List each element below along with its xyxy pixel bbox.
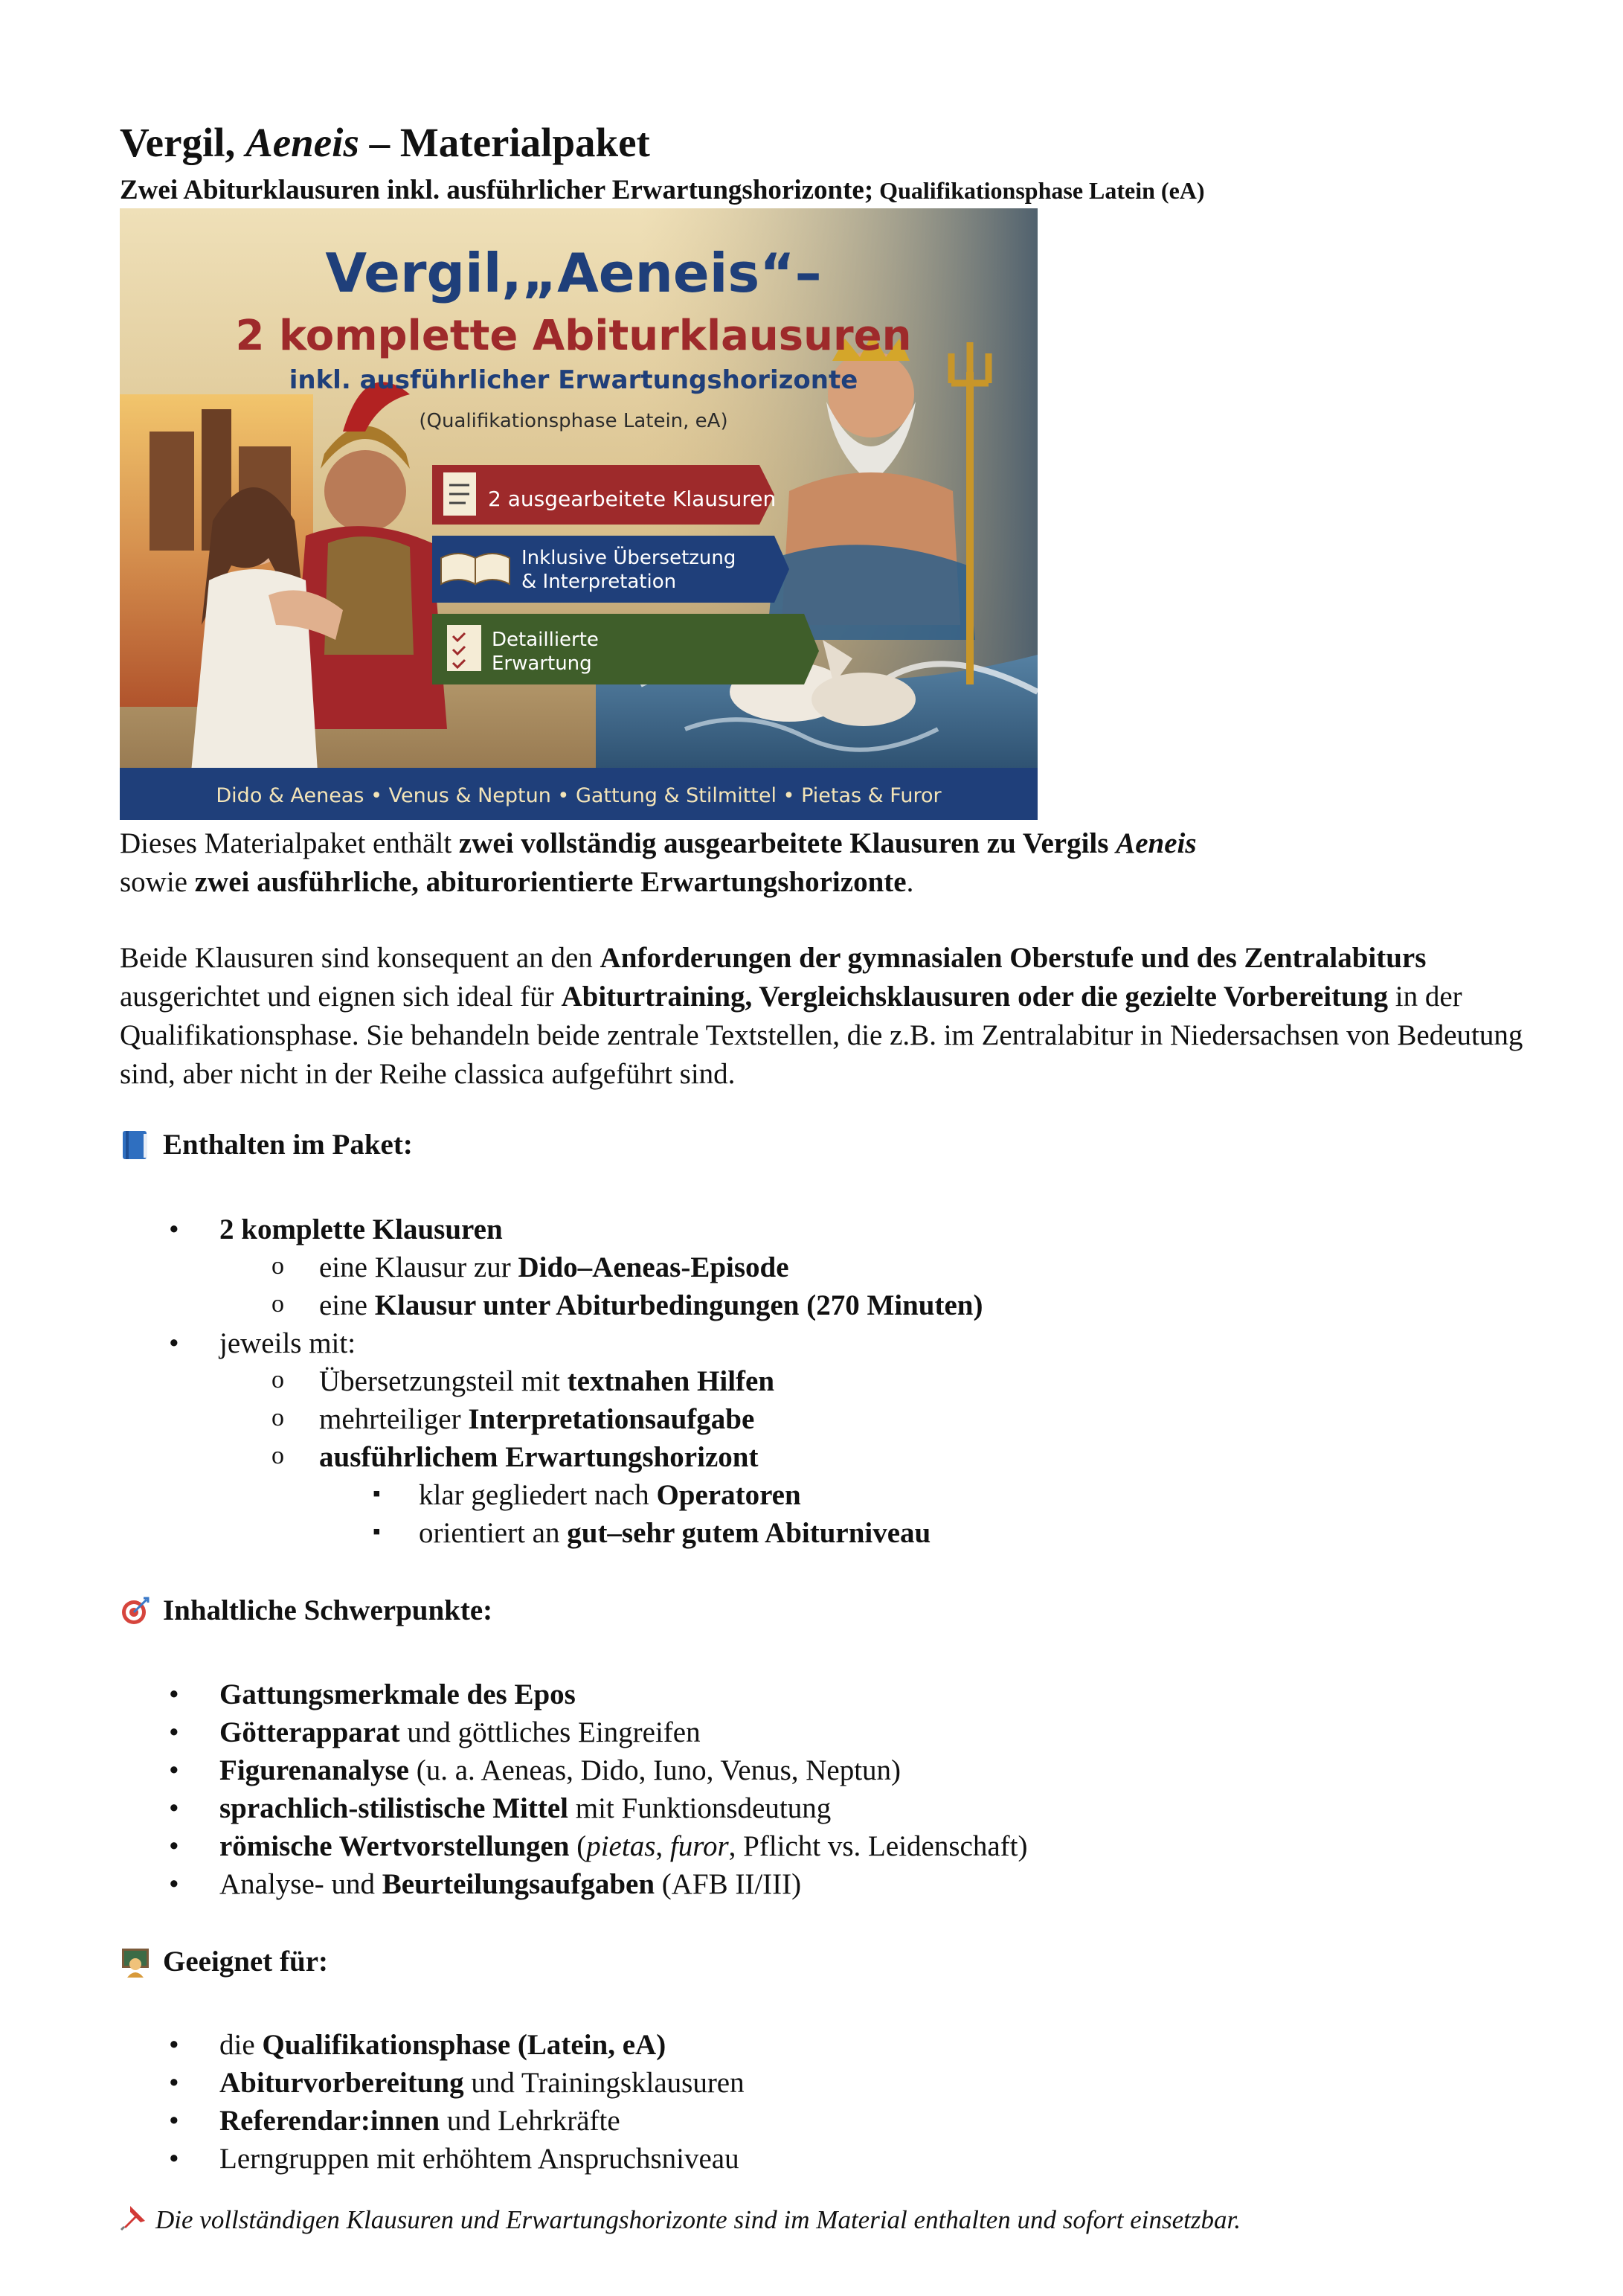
- list-item: o mehrteiliger Interpretationsaufgabe: [219, 1400, 1533, 1438]
- cover-footer: Dido & Aeneas • Venus & Neptun • Gattung & Stilmittel • Pietas & Furor: [216, 784, 942, 807]
- list-item: • sprachlich-stilistische Mittel mit Funktionsdeutung: [120, 1789, 1533, 1827]
- list-item: o eine Klausur unter Abiturbedingungen (270 Minuten): [219, 1286, 1533, 1324]
- page-title: Vergil, Aeneis – Materialpaket: [120, 120, 650, 165]
- list-item: • Gattungsmerkmale des Epos: [120, 1675, 1533, 1713]
- list-item: • die Qualifikationsphase (Latein, eA): [120, 2026, 1533, 2064]
- closing-note: Die vollständigen Klausuren und Erwartungshorizonte sind im Material enthalten und sofort einsetzbar.: [120, 2202, 1310, 2238]
- intro-paragraph-1: Dieses Materialpaket enthält zwei vollständig ausgearbeitete Klausuren zu Vergils Aeneis sowie zwei ausführliche, abiturorientierte Erwartungshorizonte.: [120, 827, 1197, 898]
- list-item: ▪ klar gegliedert nach Operatoren: [319, 1476, 1533, 1514]
- book-icon: [120, 1129, 151, 1161]
- section-heading-focus: Inhaltliche Schwerpunkte:: [120, 1594, 492, 1627]
- cover-title-line1: Vergil,„Aeneis“–: [325, 242, 822, 304]
- teacher-icon: [120, 1946, 151, 1978]
- cover-badge-erwartung: [432, 614, 819, 684]
- contents-list: [120, 1210, 1533, 1552]
- suitable-list: [120, 2026, 1533, 2178]
- page-subtitle: Zwei Abiturklausuren inkl. ausführlicher Erwartungshorizonte; Qualifikationsphase Latein (eA): [120, 175, 1205, 205]
- list-item: o ausführlichem Erwartungshorizont ▪ klar gegliedert nach Operatoren ▪ orientiert an gut–sehr gutem Abiturniveau: [219, 1438, 1533, 1552]
- list-item: • Abiturvorbereitung und Trainingsklausuren: [120, 2064, 1533, 2102]
- cover-title-line2: 2 komplette Abiturklausuren: [235, 312, 912, 360]
- svg-text:Detaillierte: Detaillierte: [492, 629, 599, 651]
- section-heading-suitable: Geeignet für:: [120, 1945, 328, 1978]
- target-icon: [120, 1595, 151, 1626]
- list-item: • Referendar:innen und Lehrkräfte: [120, 2102, 1533, 2140]
- list-item: o Übersetzungsteil mit textnahen Hilfen: [219, 1362, 1533, 1400]
- cover-image: [120, 208, 1038, 820]
- cover-badge-klausuren: [432, 465, 776, 525]
- cover-badge-uebersetzung: [432, 536, 789, 603]
- cover-title-line4: (Qualifikationsphase Latein, eA): [419, 410, 728, 432]
- list-item: • römische Wertvorstellungen (pietas, furor, Pflicht vs. Leidenschaft): [120, 1827, 1533, 1865]
- list-item: • Figurenanalyse (u. a. Aeneas, Dido, Iuno, Venus, Neptun): [120, 1751, 1533, 1789]
- cover-title-line3: inkl. ausführlicher Erwartungshorizonte: [289, 365, 858, 395]
- list-item: o eine Klausur zur Dido–Aeneas-Episode: [219, 1248, 1533, 1286]
- list-item: ▪ orientiert an gut–sehr gutem Abiturniveau: [319, 1514, 1533, 1552]
- list-item: • Götterapparat und göttliches Eingreifen: [120, 1713, 1533, 1751]
- section-heading-contents: Enthalten im Paket:: [120, 1128, 413, 1161]
- list-item: • Analyse- und Beurteilungsaufgaben (AFB II/III): [120, 1865, 1533, 1903]
- list-item: • jeweils mit: o Übersetzungsteil mit textnahen Hilfen o mehrteiliger Interpretationsaufgabe o ausführlichem Erwartungshorizont ▪ klar gegliedert nach Operatoren ▪ orientiert an gut–sehr gutem Abiturniveau: [120, 1324, 1533, 1552]
- svg-text:Inklusive Übersetzung: Inklusive Übersetzung: [521, 547, 736, 569]
- list-item: • 2 komplette Klausuren o eine Klausur zur Dido–Aeneas-Episode o eine Klausur unter Abiturbedingungen (270 Minuten): [120, 1210, 1533, 1324]
- focus-list: [120, 1675, 1533, 1903]
- svg-text:2 ausgearbeitete Klausuren: 2 ausgearbeitete Klausuren: [488, 487, 777, 511]
- intro-paragraph-2: Beide Klausuren sind konsequent an den Anforderungen der gymnasialen Oberstufe und des Zentralabiturs ausgerichtet und eignen sich ideal für Abiturtraining, Vergleichsklausuren oder die gezielte Vorbereitung in der Qualifikationsphase. Sie behandeln beide zentrale Textstellen, die z.B. im Zentralabitur in Niedersachsen von Bedeutung sind, aber nicht in der Reihe classica aufgeführt sind.: [120, 942, 1523, 1090]
- svg-text:Erwartung: Erwartung: [492, 652, 592, 675]
- list-item: • Lerngruppen mit erhöhtem Anspruchsniveau: [120, 2140, 1533, 2178]
- svg-text:& Interpretation: & Interpretation: [521, 571, 677, 593]
- pushpin-icon: [120, 2203, 148, 2231]
